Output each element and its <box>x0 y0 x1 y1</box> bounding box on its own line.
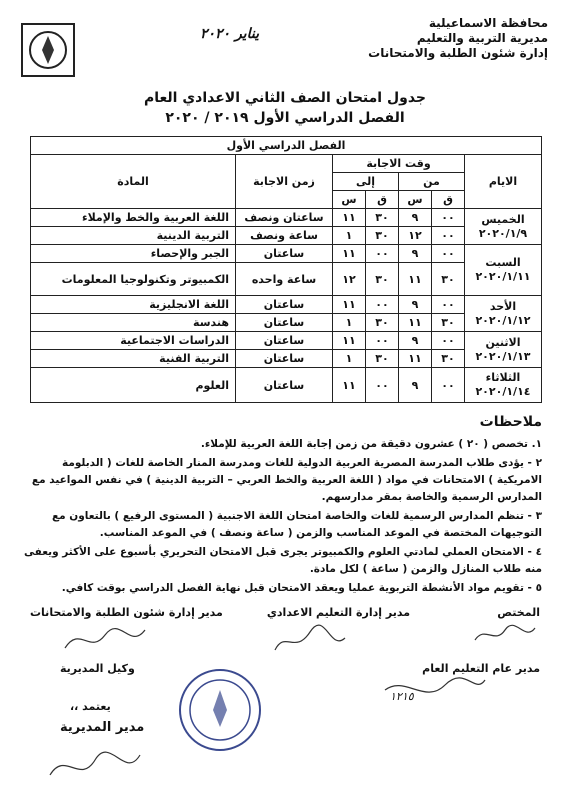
from-min-cell: ٠٠ <box>432 296 465 314</box>
to-hour-cell: ١ <box>333 350 366 368</box>
duration-cell: ساعتان <box>236 332 333 350</box>
to-min-cell: ٠٠ <box>366 368 399 403</box>
signature-specialist <box>470 620 540 650</box>
note-item: ٤ - الامتحان العملي لمادتي العلوم والكمبيوتر يجرى قبل الامتحان التحريري بأسبوع على الأكثر ويعفى منه طلاب المنازل والزمن ( ساعة ) لكل مادة. <box>24 546 542 575</box>
to-hour-cell: ١١ <box>333 209 366 227</box>
to-min-cell: ٠٠ <box>366 296 399 314</box>
to-hour-cell: ١١ <box>333 332 366 350</box>
table-row <box>31 245 542 263</box>
table-row <box>31 332 542 350</box>
from-hour-header: س <box>399 191 432 209</box>
from-hour-cell: ٩ <box>399 296 432 314</box>
subject-cell: التربية الفنية <box>31 350 236 368</box>
subject-cell: اللغة الانجليزية <box>31 296 236 314</box>
to-hour-cell: ١ <box>333 314 366 332</box>
from-min-cell: ٠٠ <box>432 332 465 350</box>
from-min-cell: ٠٠ <box>432 368 465 403</box>
approved-label: يعتمد ،، <box>70 700 111 713</box>
duration-cell: ساعتان <box>236 314 333 332</box>
subject-cell: الكمبيوتر وتكنولوجيا المعلومات <box>31 263 236 296</box>
to-min-cell: ٣٠ <box>366 314 399 332</box>
to-min-cell: ٠٠ <box>366 332 399 350</box>
note-item: ١. تخصص ( ٢٠ ) عشرون دقيقة من زمن إجابة اللغة العربية للإملاء. <box>200 438 542 450</box>
page-subtitle: الفصل الدراسي الأول ٢٠١٩ / ٢٠٢٠ <box>165 110 405 126</box>
from-min-header: ق <box>432 191 465 209</box>
to-min-cell: ٠٠ <box>366 245 399 263</box>
from-hour-cell: ٩ <box>399 368 432 403</box>
note-item: ٢ - يؤدى طلاب المدرسة المصرية العربية الدولية للغات ومدرسة المنار الخاصة للغات ( الدبلومة الامريكية ) الامتحانات في مواد ( اللغة العربية والخط العربي – التربية الدينية ) في نفس المواعيد مع المدارس الرسمية والخاصة بمقر مدارسهم. <box>31 457 542 503</box>
signature-ed-director <box>270 620 350 660</box>
to-min-cell: ٣٠ <box>366 350 399 368</box>
from-hour-cell: ٩ <box>399 332 432 350</box>
from-hour-cell: ٩ <box>399 245 432 263</box>
duration-cell: ساعة واحده <box>236 263 333 296</box>
to-hour-cell: ١١ <box>333 368 366 403</box>
from-min-cell: ٠٠ <box>432 245 465 263</box>
time-header: وقت الاجابة <box>333 155 465 173</box>
handwritten-number: ١٢١٥ <box>390 690 414 703</box>
duration-cell: ساعتان ونصف <box>236 209 333 227</box>
exam-schedule-table <box>30 136 542 403</box>
to-min-cell: ٣٠ <box>366 209 399 227</box>
from-hour-cell: ١٢ <box>399 227 432 245</box>
subject-cell: هندسة <box>31 314 236 332</box>
directorate-head-label: مدير المديرية <box>60 720 145 735</box>
from-min-cell: ٣٠ <box>432 314 465 332</box>
from-min-cell: ٠٠ <box>432 227 465 245</box>
subject-header: المادة <box>31 155 236 209</box>
day-cell: الأحد ٢٠٢٠/١/١٢ <box>465 296 542 332</box>
deputy-label: وكيل المديرية <box>60 662 135 675</box>
to-hour-cell: ١٢ <box>333 263 366 296</box>
to-min-header: ق <box>366 191 399 209</box>
table-row <box>31 209 542 227</box>
days-header: الايام <box>465 155 542 209</box>
to-hour-cell: ١ <box>333 227 366 245</box>
page-title: جدول امتحان الصف الثاني الاعدادي العام <box>143 90 426 106</box>
subject-cell: الدراسات الاجتماعية <box>31 332 236 350</box>
signature-directorate-head <box>40 735 150 790</box>
signature-affairs <box>60 620 150 660</box>
subject-cell: الجبر والإحصاء <box>31 245 236 263</box>
subject-cell: العلوم <box>31 368 236 403</box>
to-min-cell: ٣٠ <box>366 263 399 296</box>
from-hour-cell: ١١ <box>399 263 432 296</box>
duration-cell: ساعة ونصف <box>236 227 333 245</box>
day-cell: الثلاثاء ٢٠٢٠/١/١٤ <box>465 368 542 403</box>
day-cell: الاثنين ٢٠٢٠/١/١٣ <box>465 332 542 368</box>
ministry-logo-icon <box>18 20 78 80</box>
from-min-cell: ٣٠ <box>432 350 465 368</box>
note-item: ٣ - تنظم المدارس الرسمية للغات والخاصة امتحان اللغة الاجنبية ( المستوى الرفيع ) بالتعاون مع التوجيهات المختصة في الموعد المناسب والزمن ( ساعة ونصف ) في الموعد المناسب. <box>51 510 542 539</box>
to-hour-cell: ١١ <box>333 245 366 263</box>
from-min-cell: ٠٠ <box>432 209 465 227</box>
to-hour-cell: ١١ <box>333 296 366 314</box>
notes-title: ملاحظات <box>479 414 542 430</box>
table-row <box>31 296 542 314</box>
duration-cell: ساعتان <box>236 350 333 368</box>
specialist-label: المختص <box>497 606 540 619</box>
signature-general-director <box>380 670 490 710</box>
note-item: ٥ - تقويم مواد الأنشطة التربوية عمليا ويعقد الامتحان قبل نهاية الفصل الدراسي بوقت كافي. <box>61 582 542 594</box>
notes-list <box>22 436 542 599</box>
day-cell: الخميس ٢٠٢٠/١/٩ <box>465 209 542 245</box>
affairs-director-label: مدير إدارة شئون الطلبة والامتحانات <box>30 606 223 619</box>
duration-cell: ساعتان <box>236 245 333 263</box>
subject-cell: التربية الدينية <box>31 227 236 245</box>
duration-cell: ساعتان <box>236 368 333 403</box>
from-hour-cell: ١١ <box>399 314 432 332</box>
subject-cell: اللغة العربية والخط والإملاء <box>31 209 236 227</box>
from-hour-cell: ١١ <box>399 350 432 368</box>
semester-header: الفصل الدراسي الأول <box>31 137 542 155</box>
day-cell: السبت ٢٠٢٠/١/١١ <box>465 245 542 296</box>
from-hour-cell: ٩ <box>399 209 432 227</box>
header-block <box>368 16 548 61</box>
governorate-name: محافظة الاسماعيلية <box>428 16 548 30</box>
directorate-name: مديرية التربية والتعليم <box>416 31 548 45</box>
duration-cell: ساعتان <box>236 296 333 314</box>
ed-director-label: مدير إدارة التعليم الاعدادي <box>266 606 410 619</box>
month-label: يناير ٢٠٢٠ <box>200 26 259 42</box>
duration-header: زمن الاجابة <box>236 155 333 209</box>
department-name: إدارة شئون الطلبة والامتحانات <box>368 46 548 60</box>
general-director-label: مدير عام التعليم العام <box>422 662 540 675</box>
table-row <box>31 368 542 403</box>
official-seal-icon <box>175 665 265 755</box>
from-min-cell: ٣٠ <box>432 263 465 296</box>
to-header: إلى <box>333 173 399 191</box>
to-hour-header: س <box>333 191 366 209</box>
from-header: من <box>399 173 465 191</box>
to-min-cell: ٣٠ <box>366 227 399 245</box>
